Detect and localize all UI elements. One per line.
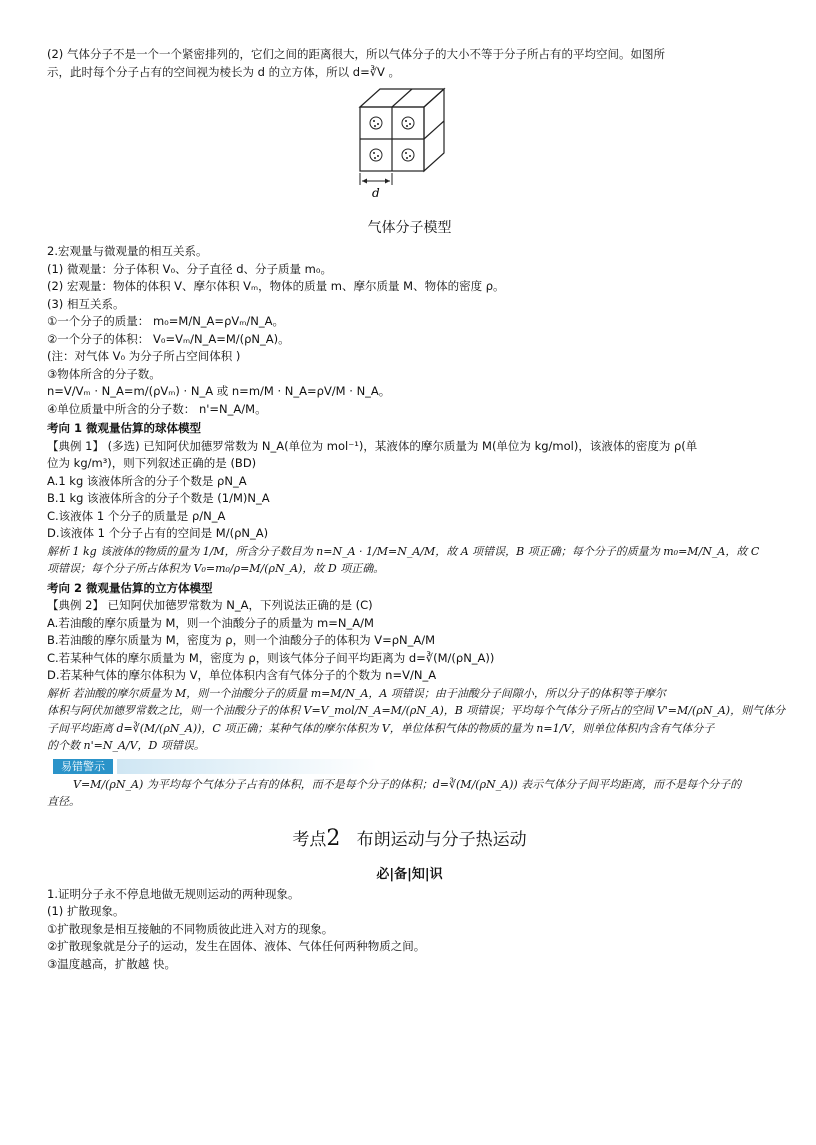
phenomena-line-4: ②扩散现象就是分子的运动，发生在固体、液体、气体任何两种物质之间。	[47, 939, 426, 953]
example-1-solution-line-1: 解析 1 kg 该液体的物质的量为 1/M，所含分子数目为 n=N_A · 1/M=N_A/M，故 A 项错误，B 项正确；每个分子的质量为 m₀=M/N_A，故 C	[47, 544, 760, 558]
relation-formula-1: ①一个分子的质量： m₀=M/N_A=ρVₘ/N_A。	[47, 314, 284, 328]
phenomena-line-2: (1) 扩散现象。	[47, 904, 125, 918]
example-2-option-b: B.若油酸的摩尔质量为 M，密度为 ρ，则一个油酸分子的体积为 V=ρN_A/M	[47, 633, 436, 647]
relation-macro: (2) 宏观量：物体的体积 V、摩尔体积 Vₘ，物体的质量 m、摩尔质量 M、物体的密度 ρ。	[47, 279, 505, 293]
relation-micro: (1) 微观量：分子体积 V₀、分子直径 d、分子质量 m₀。	[47, 261, 332, 276]
section-subtitle: 必|备|知|识	[376, 866, 443, 882]
example-1-option-d: D.该液体 1 个分子占有的空间是 M/(ρN_A)	[47, 526, 269, 540]
example-2-question: 【典例 2】 已知阿伏加德罗常数为 N_A，下列说法正确的是 (C)	[47, 598, 373, 612]
relation-title: 2.宏观量与微观量的相互关系。	[47, 244, 208, 258]
example-2-solution-line-3: 子间平均距离 d=∛(M/(ρN_A))，C 项正确；某种气体的摩尔体积为 V，单位体积气体的物质的量为 n=1/V，则单位体积内含有气体分子	[47, 721, 715, 735]
phenomena-line-1: 1.证明分子永不停息地做无规则运动的两种现象。	[47, 886, 300, 901]
warning-banner	[47, 755, 772, 773]
phenomena-line-5: ③温度越高，扩散越 快。	[47, 956, 176, 971]
example-2-solution-line-1: 解析 若油酸的摩尔质量为 M，则一个油酸分子的质量 m=M/N_A，A 项错误；由于油酸分子间隙小，所以分子的体积等于摩尔	[47, 686, 666, 700]
gas-molecule-cube-figure	[350, 85, 470, 215]
example-1-option-a: A.1 kg 该液体所含的分子个数是 ρN_A	[47, 473, 247, 488]
document-page	[47, 46, 786, 973]
example-2-option-a: A.若油酸的摩尔质量为 M，则一个油酸分子的质量为 m=N_A/M	[47, 615, 374, 630]
figure-caption: 气体分子模型	[367, 220, 452, 236]
example-2-option-d: D.若某种气体的摩尔体积为 V，单位体积内含有气体分子的个数为 n=V/N_A	[47, 668, 437, 682]
example-2-solution-line-2: 体积与阿伏加德罗常数之比，则一个油酸分子的体积 V=V_mol/N_A=M/(ρN_A)，B 项错误；平均每个气体分子所占的空间 V'=M/(ρN_A)，则气体分	[47, 704, 786, 717]
relation-head: (3) 相互关系。	[47, 296, 125, 311]
warning-text-line-1: V=M/(ρN_A) 为平均每个气体分子占有的体积，而不是每个分子的体积；d=∛(M/(ρN_A)) 表示气体分子间平均距离，而不是每个分子的	[73, 777, 742, 791]
section-prefix: 考点	[292, 829, 327, 850]
dimension-label: d	[371, 186, 380, 200]
relation-formula-3: n=V/Vₘ · N_A=m/(ρVₘ) · N_A 或 n=m/M · N_A=ρV/M · N_A。	[47, 384, 391, 398]
example-2-solution-line-4: 的个数 n'=N_A/V，D 项错误。	[47, 739, 205, 752]
example-1-option-b: B.1 kg 该液体所含的分子个数是 (1/M)N_A	[47, 491, 270, 505]
section-number: 2	[326, 825, 341, 851]
direction-1-title: 考向 1 微观量估算的球体模型	[47, 421, 202, 435]
section-title: 布朗运动与分子热运动	[356, 829, 527, 850]
warning-label: 易错警示	[53, 759, 113, 774]
relation-formula-4: ④单位质量中所含的分子数： n'=N_A/M。	[47, 401, 267, 416]
direction-2-title: 考向 2 微观量估算的立方体模型	[47, 580, 213, 595]
section-heading	[47, 825, 772, 851]
phenomena-line-3: ①扩散现象是相互接触的不同物质彼此进入对方的现象。	[47, 921, 334, 936]
warning-banner-gradient	[117, 759, 377, 774]
intro-line-1: (2) 气体分子不是一个一个紧密排列的，它们之间的距离很大，所以气体分子的大小不等于分子所占有的平均空间。如图所	[47, 47, 665, 61]
example-1-question-line-1: 【典例 1】 (多选) 已知阿伏加德罗常数为 N_A(单位为 mol⁻¹)，某液体的摩尔质量为 M(单位为 kg/mol)，该液体的密度为 ρ(单	[47, 438, 698, 453]
intro-line-2: 示，此时每个分子占有的空间视为棱长为 d 的立方体，所以 d=∛V 。	[47, 64, 401, 79]
relation-note: (注：对气体 V₀ 为分子所占空间体积 )	[47, 349, 241, 363]
relation-formula-3-title: ③物体所含的分子数。	[47, 366, 161, 381]
example-2-option-c: C.若某种气体的摩尔质量为 M，密度为 ρ，则该气体分子间平均距离为 d=∛(M/(ρN_A))	[47, 650, 495, 665]
example-1-option-c: C.该液体 1 个分子的质量是 ρ/N_A	[47, 508, 226, 523]
warning-text-line-2: 直径。	[47, 795, 80, 808]
example-1-solution-line-2: 项错误；每个分子所占体积为 V₀=m₀/ρ=M/(ρN_A)，故 D 项正确。	[47, 562, 385, 575]
example-1-question-line-2: 位为 kg/m³)，则下列叙述正确的是 (BD)	[47, 456, 257, 470]
relation-formula-2: ②一个分子的体积： V₀=Vₘ/N_A=M/(ρN_A)。	[47, 331, 290, 346]
